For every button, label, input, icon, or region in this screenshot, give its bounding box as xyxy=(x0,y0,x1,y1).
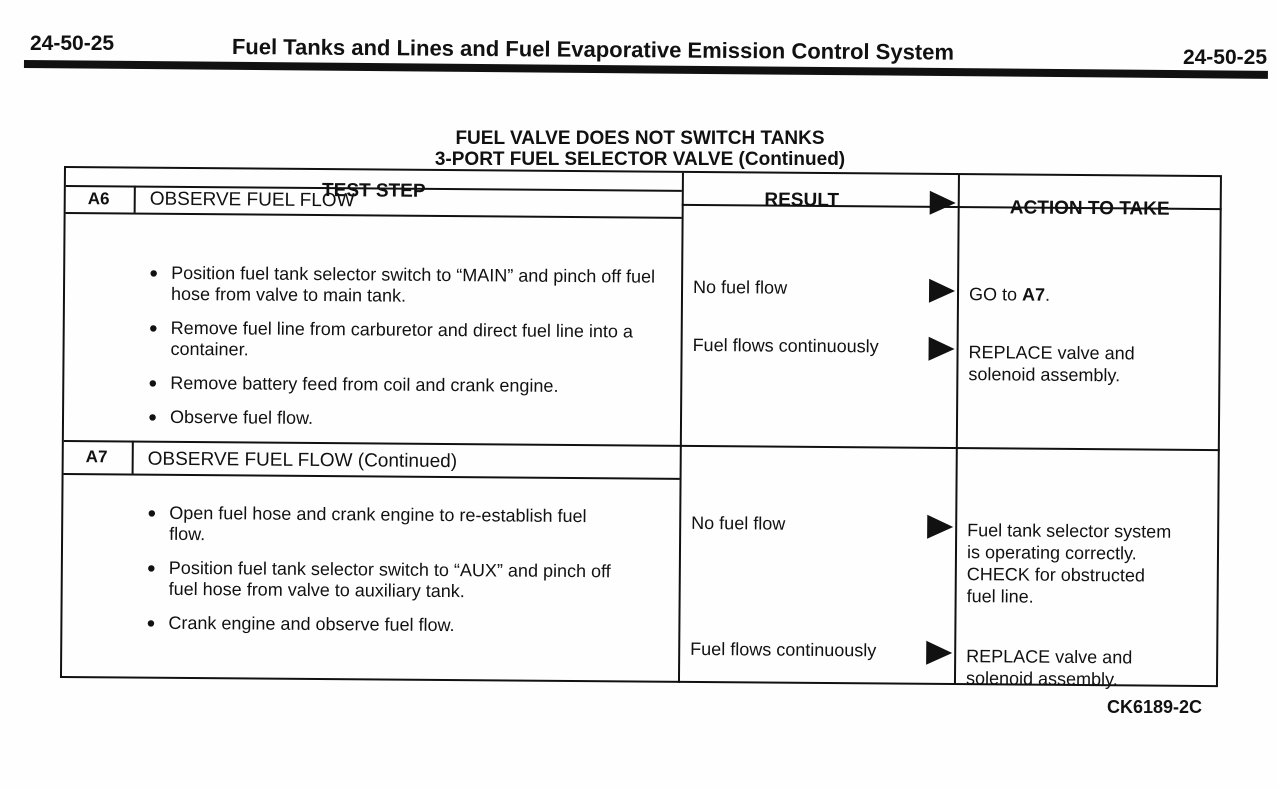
a6-result-2: Fuel flows continuously xyxy=(692,334,879,357)
step-title-a7: OBSERVE FUEL FLOW (Continued) xyxy=(147,448,458,473)
figure-code: CK6189-2C xyxy=(1106,697,1202,717)
action-column-line xyxy=(954,175,960,685)
step-id-a6: A6 xyxy=(87,189,110,209)
chart-title xyxy=(300,128,980,170)
chart-title-line-2: 3-PORT FUEL SELECTOR VALVE (Continued) xyxy=(434,149,846,170)
a6-title-divider xyxy=(66,212,682,219)
test-step-header: TEST STEP xyxy=(321,180,426,202)
a7-result-1: No fuel flow xyxy=(691,512,786,534)
list-item: ● Position fuel tank selector switch to “MAIN” and pinch off fuel hose from valve to main tank. xyxy=(149,263,669,309)
result-column-line xyxy=(678,173,684,683)
list-item: ● Position fuel tank selector switch to “AUX” and pinch off fuel hose from valve to auxiliary tank. xyxy=(147,558,627,604)
section-number-right: 24-50-25 xyxy=(1182,46,1267,69)
list-item: ● Remove fuel line from carburetor and direct fuel line into a container. xyxy=(148,318,668,364)
a6-result-1: No fuel flow xyxy=(692,276,788,298)
a7-bullet-list xyxy=(146,503,627,651)
result-header: RESULT xyxy=(764,189,840,212)
arrow-right-icon xyxy=(929,279,955,303)
arrow-right-icon xyxy=(926,641,952,665)
a7-title-divider xyxy=(64,473,680,480)
a7-action-1: Fuel tank selector system is operating correctly. CHECK for obstructed fuel line. xyxy=(966,520,1172,607)
arrow-right-icon xyxy=(930,191,956,215)
step-id-a7: A7 xyxy=(85,447,108,467)
step-title-a6: OBSERVE FUEL FLOW xyxy=(149,188,355,212)
a6-action-2: REPLACE valve and solenoid assembly. xyxy=(968,342,1135,386)
a6-bullet-list xyxy=(148,263,669,445)
a7-id-divider xyxy=(132,441,134,474)
section-number-left: 24-50-25 xyxy=(30,32,115,55)
diagnostic-table xyxy=(60,166,1222,690)
section-title: Fuel Tanks and Lines and Fuel Evaporative Emission Control System xyxy=(231,34,955,65)
arrow-right-icon xyxy=(928,337,954,361)
list-item: ● Remove battery feed from coil and crank engine. xyxy=(148,373,668,398)
list-item: ● Open fuel hose and crank engine to re-establish fuel flow. xyxy=(147,503,627,549)
chart-title-line-1: FUEL VALVE DOES NOT SWITCH TANKS xyxy=(455,128,825,149)
list-item: ● Crank engine and observe fuel flow. xyxy=(146,613,626,638)
action-header: ACTION TO TAKE xyxy=(1009,197,1170,220)
arrow-right-icon xyxy=(927,515,953,539)
a7-result-2: Fuel flows continuously xyxy=(690,638,877,661)
a7-action-2: REPLACE valve and solenoid assembly. xyxy=(965,646,1133,690)
list-item: ● Observe fuel flow. xyxy=(148,407,668,432)
a6-action-1: GO to A7. xyxy=(968,284,1051,305)
